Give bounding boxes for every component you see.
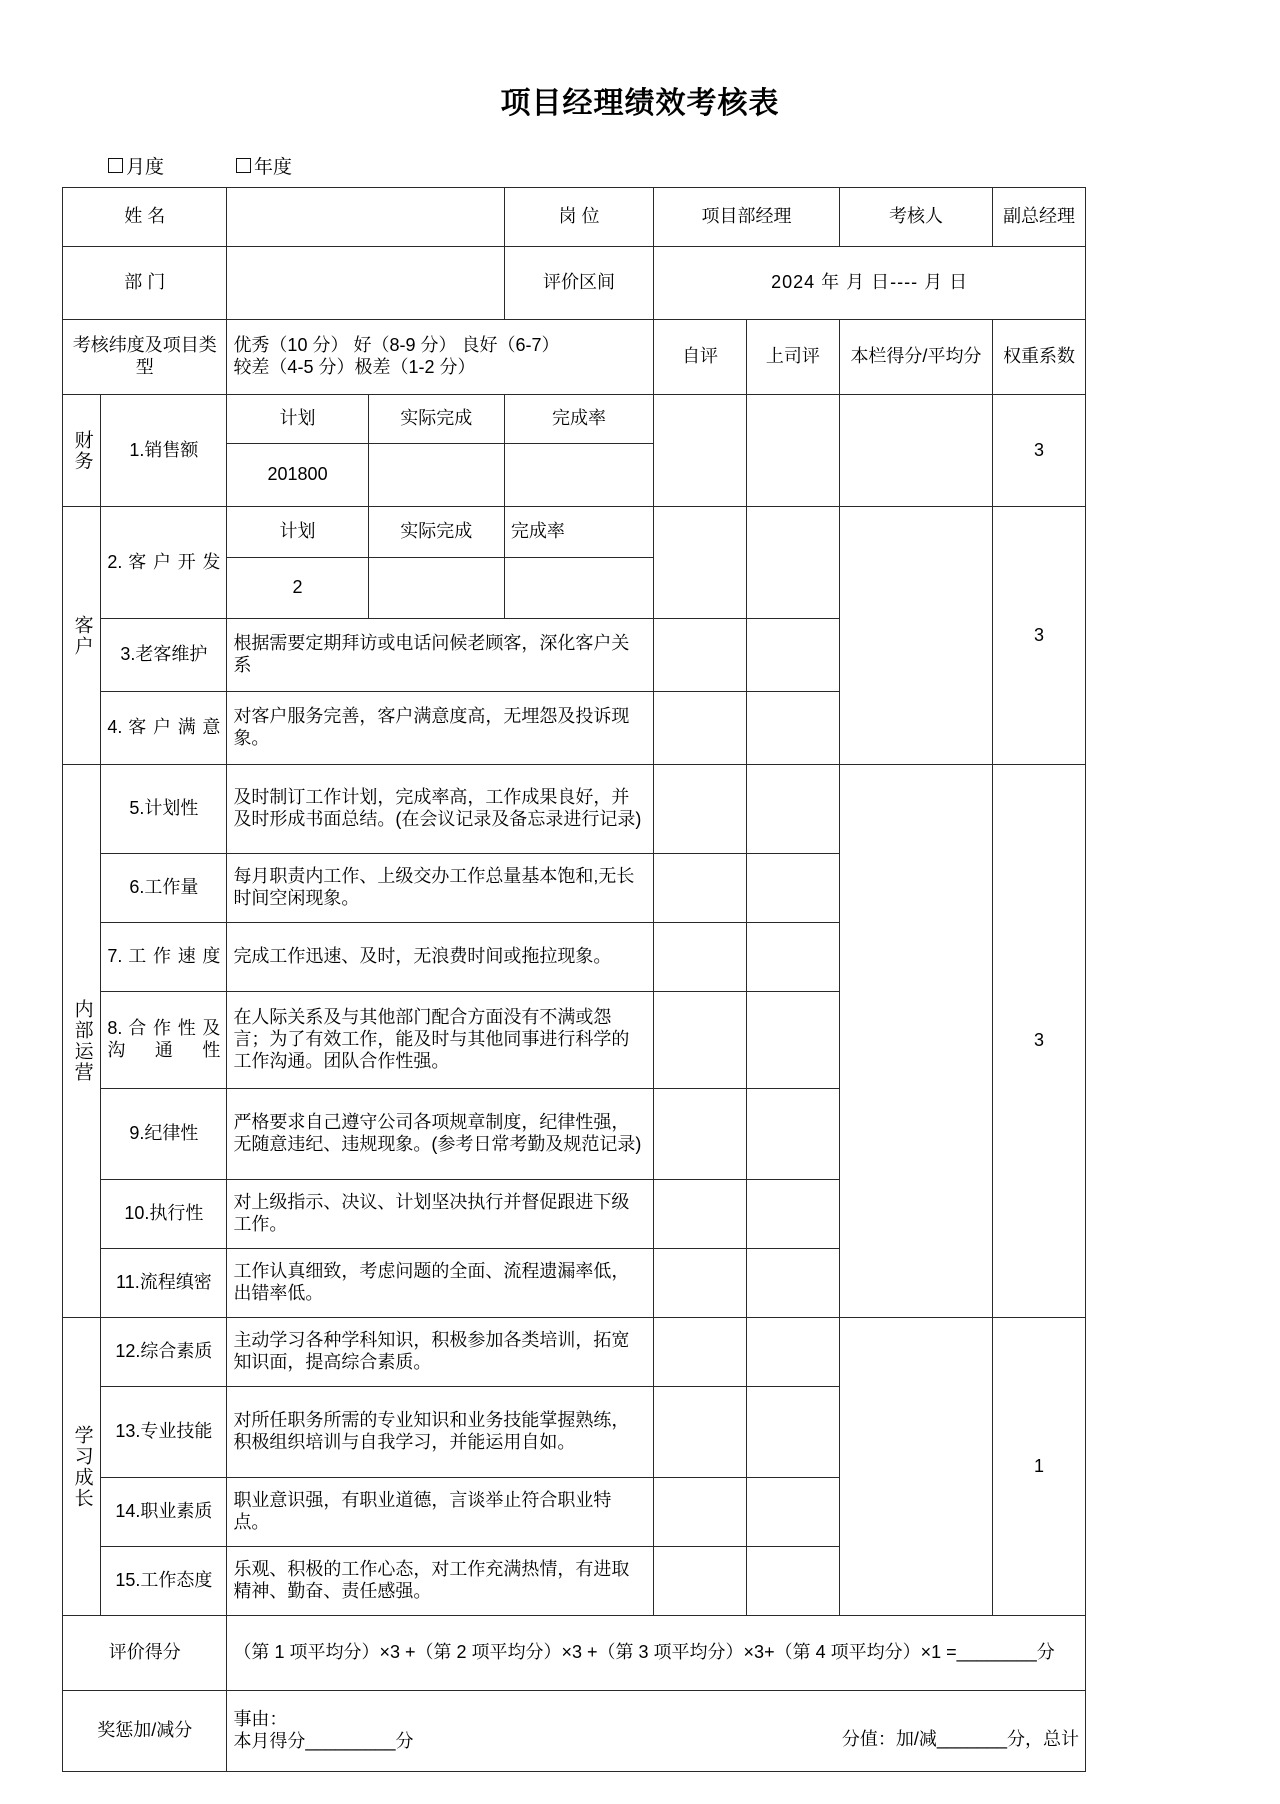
name-label: 姓 名 — [63, 188, 227, 247]
supervisor-eval-cell-10[interactable] — [746, 1180, 839, 1249]
item-label-1: 1.销售额 — [101, 395, 227, 507]
reward-value[interactable]: 分值：加/减_______分，总计 — [841, 1729, 1079, 1749]
self-eval-cell-3[interactable] — [654, 619, 747, 692]
checkbox-annual-box[interactable] — [236, 158, 251, 173]
section-label-internal: 内部运营 — [63, 765, 101, 1318]
reward-left-block — [233, 1709, 413, 1753]
section-label-customer: 客户 — [63, 507, 101, 765]
item-row-12 — [63, 1318, 1086, 1387]
supervisor-eval-cell-9[interactable] — [746, 1089, 839, 1180]
item-label-4: 4. 客 户 满 意 — [101, 692, 227, 765]
item-label-14: 14.职业素质 — [101, 1478, 227, 1547]
item-label-9: 9.纪律性 — [101, 1089, 227, 1180]
scale-line-1: 优秀（10 分） 好（8-9 分） 良好（6-7） — [233, 335, 560, 356]
section-label-finance: 财务 — [63, 395, 101, 507]
item-label-11: 11.流程缜密 — [101, 1249, 227, 1318]
self-eval-cell-10[interactable] — [654, 1180, 747, 1249]
checkbox-monthly[interactable] — [108, 152, 164, 179]
rate-value-2[interactable] — [504, 558, 653, 619]
score-label: 评价得分 — [63, 1616, 227, 1691]
reward-reason[interactable]: 事由： — [233, 1709, 288, 1730]
self-eval-cell-5[interactable] — [654, 765, 747, 854]
self-eval-cell-2[interactable] — [654, 507, 747, 619]
supervisor-eval-cell-5[interactable] — [746, 765, 839, 854]
item-desc-13: 对所任职务所需的专业知识和业务技能掌握熟练，积极组织培训与自我学习，并能运用自如。 — [227, 1387, 654, 1478]
weight-cell-customer: 3 — [993, 507, 1086, 765]
column-score-cell-internal[interactable] — [839, 765, 992, 1318]
checkbox-monthly-label: 月度 — [126, 157, 165, 178]
table-header-row — [63, 320, 1086, 395]
rate-value-1[interactable] — [504, 444, 653, 507]
department-label: 部 门 — [63, 247, 227, 320]
actual-value-1[interactable] — [368, 444, 504, 507]
section-label-learning: 学习成长 — [63, 1318, 101, 1616]
self-eval-cell-6[interactable] — [654, 854, 747, 923]
checkbox-annual-label: 年度 — [254, 157, 293, 178]
weight-cell-internal: 3 — [993, 765, 1086, 1318]
position-value: 项目部经理 — [654, 188, 840, 247]
header-column-score: 本栏得分/平均分 — [839, 320, 992, 395]
column-score-cell-finance[interactable] — [839, 395, 992, 507]
supervisor-eval-cell-13[interactable] — [746, 1387, 839, 1478]
position-label: 岗 位 — [504, 188, 653, 247]
item-label-8: 8. 合 作 性 及 沟 通 性 — [101, 992, 227, 1089]
plan-value-2[interactable]: 2 — [227, 558, 368, 619]
subheader-actual-1: 实际完成 — [368, 395, 504, 444]
item-desc-10: 对上级指示、决议、计划坚决执行并督促跟进下级工作。 — [227, 1180, 654, 1249]
self-eval-cell-11[interactable] — [654, 1249, 747, 1318]
assessor-label: 考核人 — [839, 188, 992, 247]
subheader-rate-1: 完成率 — [504, 395, 653, 444]
item-row-5 — [63, 765, 1086, 854]
item-label-13: 13.专业技能 — [101, 1387, 227, 1478]
header-weight: 权重系数 — [993, 320, 1086, 395]
header-self-eval: 自评 — [654, 320, 747, 395]
self-eval-cell-15[interactable] — [654, 1547, 747, 1616]
plan-value-1[interactable]: 201800 — [227, 444, 368, 507]
supervisor-eval-cell-7[interactable] — [746, 923, 839, 992]
department-field[interactable] — [227, 247, 504, 320]
scale-line-2: 较差（4-5 分）极差（1-2 分） — [233, 357, 476, 377]
page-title: 项目经理绩效考核表 — [500, 87, 780, 120]
supervisor-eval-cell-2[interactable] — [746, 507, 839, 619]
item-desc-9: 严格要求自己遵守公司各项规章制度，纪律性强，无随意违纪、违规现象。(参考日常考勤及规范记录) — [227, 1089, 654, 1180]
footer-score-row — [63, 1616, 1086, 1691]
item-desc-12: 主动学习各种学科知识，积极参加各类培训，拓宽知识面，提高综合素质。 — [227, 1318, 654, 1387]
item-label-12: 12.综合素质 — [101, 1318, 227, 1387]
supervisor-eval-cell-15[interactable] — [746, 1547, 839, 1616]
supervisor-eval-cell-4[interactable] — [746, 692, 839, 765]
info-row-name — [63, 188, 1086, 247]
item-label-15: 15.工作态度 — [101, 1547, 227, 1616]
checkbox-monthly-box[interactable] — [108, 158, 123, 173]
item-desc-8: 在人际关系及与其他部门配合方面没有不满或怨言；为了有效工作，能及时与其他同事进行科学的工作沟通。团队合作性强。 — [227, 992, 654, 1089]
footer-reward-row — [63, 1691, 1086, 1772]
self-eval-cell-7[interactable] — [654, 923, 747, 992]
supervisor-eval-cell-11[interactable] — [746, 1249, 839, 1318]
evaluation-table — [62, 187, 1086, 1772]
period-value[interactable]: 2024 年 月 日---- 月 日 — [654, 247, 1086, 320]
item-desc-3: 根据需要定期拜访或电话问候老顾客，深化客户关系 — [227, 619, 654, 692]
actual-value-2[interactable] — [368, 558, 504, 619]
section-finance-subheader-row — [63, 395, 1086, 444]
item-label-10: 10.执行性 — [101, 1180, 227, 1249]
column-score-cell-learning[interactable] — [839, 1318, 992, 1616]
period-label: 评价区间 — [504, 247, 653, 320]
item-label-3: 3.老客维护 — [101, 619, 227, 692]
header-dimension: 考核纬度及项目类型 — [63, 320, 227, 395]
self-eval-cell-9[interactable] — [654, 1089, 747, 1180]
section-customer-subheader-row — [63, 507, 1086, 558]
item-desc-7: 完成工作迅速、及时，无浪费时间或拖拉现象。 — [227, 923, 654, 992]
supervisor-eval-cell-1[interactable] — [746, 395, 839, 507]
score-formula[interactable]: （第 1 项平均分）×3 +（第 2 项平均分）×3 +（第 3 项平均分）×3+（第 4 项平均分）×1 =________分 — [227, 1616, 1086, 1691]
supervisor-eval-cell-14[interactable] — [746, 1478, 839, 1547]
item-desc-4: 对客户服务完善，客户满意度高，无埋怨及投诉现象。 — [227, 692, 654, 765]
self-eval-cell-1[interactable] — [654, 395, 747, 507]
header-scale — [227, 320, 654, 395]
subheader-plan-1: 计划 — [227, 395, 368, 444]
self-eval-cell-13[interactable] — [654, 1387, 747, 1478]
info-row-department — [63, 247, 1086, 320]
weight-cell-learning: 1 — [993, 1318, 1086, 1616]
self-eval-cell-12[interactable] — [654, 1318, 747, 1387]
reward-label: 奖惩加/减分 — [63, 1691, 227, 1772]
reward-month-score[interactable]: 本月得分_________分 — [233, 1731, 414, 1751]
item-label-7: 7. 工 作 速 度 — [101, 923, 227, 992]
period-checkbox-group — [108, 152, 1280, 179]
subheader-actual-2: 实际完成 — [368, 507, 504, 558]
item-label-2: 2. 客 户 开 发 — [101, 507, 227, 619]
supervisor-eval-cell-12[interactable] — [746, 1318, 839, 1387]
item-label-5: 5.计划性 — [101, 765, 227, 854]
self-eval-cell-4[interactable] — [654, 692, 747, 765]
self-eval-cell-8[interactable] — [654, 992, 747, 1089]
supervisor-eval-cell-3[interactable] — [746, 619, 839, 692]
supervisor-eval-cell-8[interactable] — [746, 992, 839, 1089]
subheader-plan-2: 计划 — [227, 507, 368, 558]
header-supervisor-eval: 上司评 — [746, 320, 839, 395]
reward-content — [227, 1691, 1086, 1772]
supervisor-eval-cell-6[interactable] — [746, 854, 839, 923]
weight-cell-finance: 3 — [993, 395, 1086, 507]
self-eval-cell-14[interactable] — [654, 1478, 747, 1547]
item-desc-14: 职业意识强，有职业道德，言谈举止符合职业特点。 — [227, 1478, 654, 1547]
checkbox-annual[interactable] — [236, 152, 292, 179]
item-desc-5: 及时制订工作计划，完成率高，工作成果良好，并及时形成书面总结。(在会议记录及备忘录进行记录) — [227, 765, 654, 854]
assessor-value: 副总经理 — [993, 188, 1086, 247]
item-label-6: 6.工作量 — [101, 854, 227, 923]
item-desc-6: 每月职责内工作、上级交办工作总量基本饱和,无长时间空闲现象。 — [227, 854, 654, 923]
name-field[interactable] — [227, 188, 504, 247]
column-score-cell-customer[interactable] — [839, 507, 992, 765]
item-desc-15: 乐观、积极的工作心态，对工作充满热情，有进取精神、勤奋、责任感强。 — [227, 1547, 654, 1616]
subheader-rate-2: 完成率 — [504, 507, 653, 558]
item-desc-11: 工作认真细致，考虑问题的全面、流程遗漏率低，出错率低。 — [227, 1249, 654, 1318]
